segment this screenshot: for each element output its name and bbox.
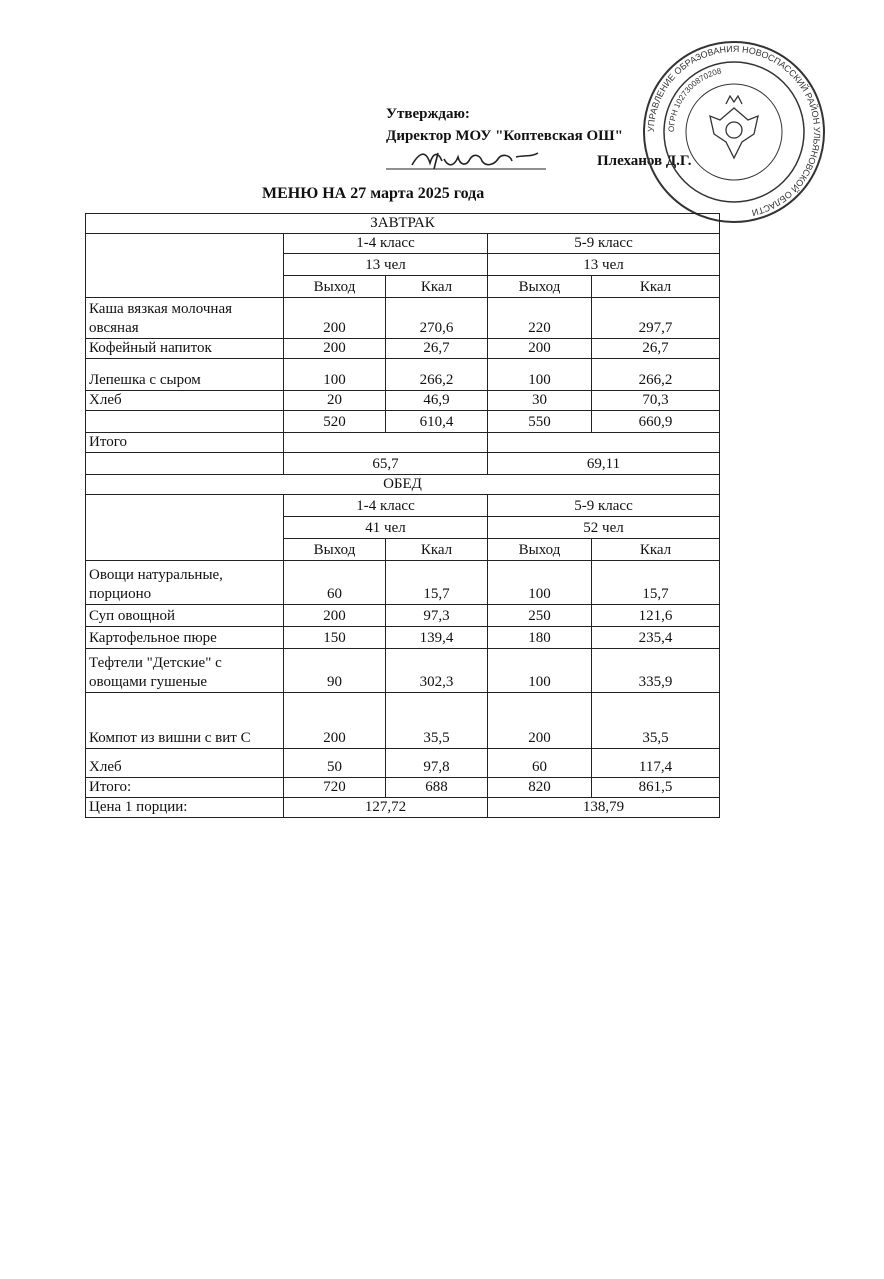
dish-name: Лепешка с сыром	[86, 359, 284, 391]
total-cell: 820	[488, 778, 592, 798]
value-cell: 297,7	[592, 298, 720, 339]
value-cell: 30	[488, 391, 592, 411]
blank-cell	[488, 433, 720, 453]
value-cell: 60	[284, 561, 386, 605]
table-row	[86, 605, 720, 627]
value-cell: 50	[284, 749, 386, 778]
dish-name: Хлеб	[86, 749, 284, 778]
blank-cell	[284, 433, 488, 453]
director-signature	[386, 147, 546, 175]
col-out: Выход	[284, 539, 386, 561]
value-cell: 200	[284, 693, 386, 749]
value-cell: 35,5	[592, 693, 720, 749]
lunch-people-2: 52 чел	[488, 517, 720, 539]
table-row	[86, 561, 720, 605]
value-cell: 200	[284, 339, 386, 359]
breakfast-heading: ЗАВТРАК	[86, 214, 720, 234]
col-out: Выход	[488, 539, 592, 561]
svg-text:ОГРН 1027300870208: ОГРН 1027300870208	[666, 66, 723, 133]
value-cell: 270,6	[386, 298, 488, 339]
totals-row	[86, 778, 720, 798]
value-cell: 150	[284, 627, 386, 649]
value-cell: 46,9	[386, 391, 488, 411]
dish-name: Тефтели "Детские" с овощами гушеные	[86, 649, 284, 693]
lunch-people-1: 41 чел	[284, 517, 488, 539]
breakfast-people-2: 13 чел	[488, 254, 720, 276]
svg-text:УПРАВЛЕНИЕ ОБРАЗОВАНИЯ НОВОСПА: УПРАВЛЕНИЕ ОБРАЗОВАНИЯ НОВОСПАССКИЙ РАЙОН УЛЬЯНОВСКОЙ ОБЛАСТИ	[645, 43, 823, 218]
price-cell: 127,72	[284, 798, 488, 818]
blank-cell	[86, 453, 284, 475]
value-cell: 100	[284, 359, 386, 391]
blank-cell	[86, 411, 284, 433]
totals-row	[86, 411, 720, 433]
total-cell: 861,5	[592, 778, 720, 798]
table-row	[86, 649, 720, 693]
col-out: Выход	[284, 276, 386, 298]
value-cell: 117,4	[592, 749, 720, 778]
lunch-group-2: 5-9 класс	[488, 495, 720, 517]
lunch-heading-row	[86, 475, 720, 495]
value-cell: 220	[488, 298, 592, 339]
table-row	[86, 359, 720, 391]
col-kcal: Ккал	[592, 276, 720, 298]
value-cell: 26,7	[592, 339, 720, 359]
value-cell: 100	[488, 561, 592, 605]
price-row	[86, 798, 720, 818]
dish-name: Компот из вишни с вит С	[86, 693, 284, 749]
breakfast-group-2: 5-9 класс	[488, 234, 720, 254]
value-cell: 266,2	[592, 359, 720, 391]
value-cell: 302,3	[386, 649, 488, 693]
value-cell: 180	[488, 627, 592, 649]
value-cell: 100	[488, 359, 592, 391]
price-cell: 65,7	[284, 453, 488, 475]
value-cell: 100	[488, 649, 592, 693]
value-cell: 139,4	[386, 627, 488, 649]
value-cell: 235,4	[592, 627, 720, 649]
lunch-heading: ОБЕД	[86, 475, 720, 495]
lunch-group-1: 1-4 класс	[284, 495, 488, 517]
price-cell: 69,11	[488, 453, 720, 475]
breakfast-people-1: 13 чел	[284, 254, 488, 276]
value-cell: 200	[284, 605, 386, 627]
table-row	[86, 298, 720, 339]
value-cell: 121,6	[592, 605, 720, 627]
total-cell: 520	[284, 411, 386, 433]
value-cell: 60	[488, 749, 592, 778]
value-cell: 70,3	[592, 391, 720, 411]
table-row	[86, 339, 720, 359]
price-cell: 138,79	[488, 798, 720, 818]
blank-cell	[86, 234, 284, 298]
itogo-row	[86, 433, 720, 453]
col-kcal: Ккал	[386, 276, 488, 298]
value-cell: 35,5	[386, 693, 488, 749]
value-cell: 20	[284, 391, 386, 411]
total-cell: 688	[386, 778, 488, 798]
price-label: Цена 1 порции:	[86, 798, 284, 818]
col-out: Выход	[488, 276, 592, 298]
price-row	[86, 453, 720, 475]
value-cell: 266,2	[386, 359, 488, 391]
total-cell: 550	[488, 411, 592, 433]
dish-name: Каша вязкая молочная овсяная	[86, 298, 284, 339]
official-seal	[640, 38, 828, 226]
dish-name: Картофельное пюре	[86, 627, 284, 649]
breakfast-group-1: 1-4 класс	[284, 234, 488, 254]
col-kcal: Ккал	[386, 539, 488, 561]
itogo-label: Итого	[86, 433, 284, 453]
approval-line-1: Утверждаю:	[386, 106, 470, 122]
total-cell: 720	[284, 778, 386, 798]
table-row	[86, 693, 720, 749]
col-kcal: Ккал	[592, 539, 720, 561]
dish-name: Кофейный напиток	[86, 339, 284, 359]
breakfast-heading-row	[86, 214, 720, 234]
approval-block	[386, 103, 623, 147]
value-cell: 335,9	[592, 649, 720, 693]
signer-name: Плеханов Д.Г.	[597, 153, 692, 169]
totals-label: Итого:	[86, 778, 284, 798]
total-cell: 660,9	[592, 411, 720, 433]
table-row	[86, 749, 720, 778]
value-cell: 97,8	[386, 749, 488, 778]
value-cell: 250	[488, 605, 592, 627]
value-cell: 26,7	[386, 339, 488, 359]
blank-cell	[86, 495, 284, 561]
menu-title: МЕНЮ НА 27 марта 2025 года	[262, 185, 485, 202]
total-cell: 610,4	[386, 411, 488, 433]
dish-name: Суп овощной	[86, 605, 284, 627]
value-cell: 15,7	[592, 561, 720, 605]
value-cell: 200	[488, 339, 592, 359]
dish-name: Хлеб	[86, 391, 284, 411]
table-row	[86, 627, 720, 649]
value-cell: 200	[488, 693, 592, 749]
approval-line-2: Директор МОУ "Коптевская ОШ"	[386, 128, 623, 144]
value-cell: 97,3	[386, 605, 488, 627]
value-cell: 15,7	[386, 561, 488, 605]
dish-name: Овощи натуральные, порционо	[86, 561, 284, 605]
value-cell: 200	[284, 298, 386, 339]
value-cell: 90	[284, 649, 386, 693]
menu-table	[85, 213, 720, 818]
table-row	[86, 391, 720, 411]
